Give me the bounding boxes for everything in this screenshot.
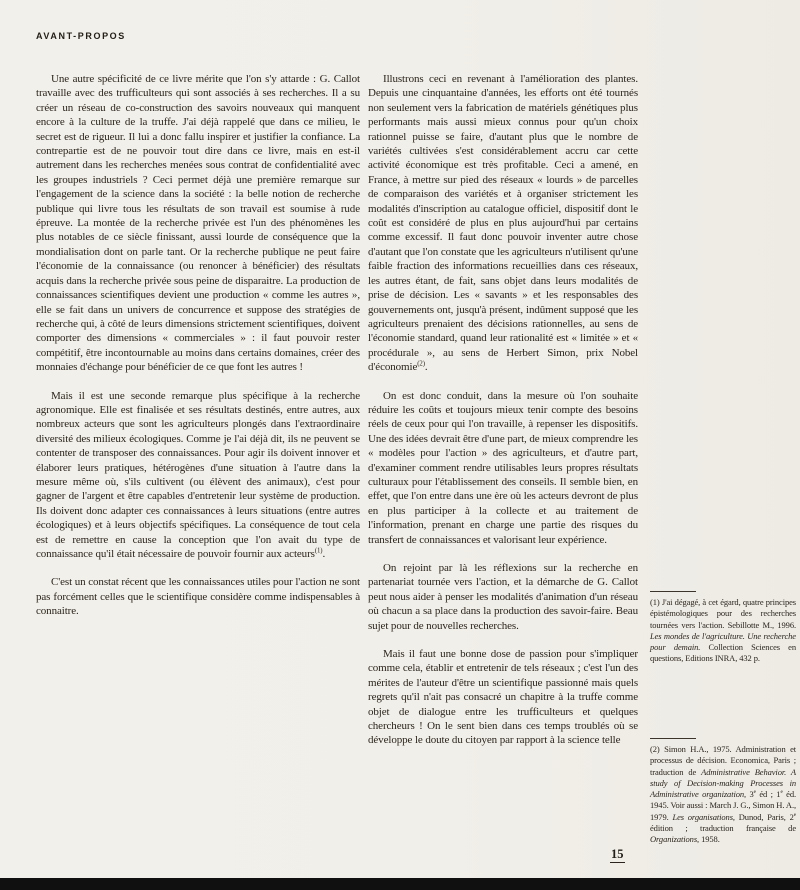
left-text-column xyxy=(36,72,360,633)
text-segment: C'est un constat récent que les connaissances utiles pour l'action ne sont pas forcément celles que le scientifique considère comme indispensables à connaitre. xyxy=(36,576,360,618)
text-segment: On est donc conduit, dans la mesure où l'on souhaite réduire les coûts et toujours mieux tenir compte des besoins réels de ceux pour qui l'on travaille, à repenser les dispositifs. Une des idées devrait être d'une part, de mieux comprendre les « modèles pour l'action » des agriculteurs, et d'autre part, d'examiner comment rendre utilisables leurs propres résultats culturaux pour l'établissement des conseils. Il semble bien, en effet, que l'on entre dans une ère où les acteurs devront de plus en plus participer à la collecte et au traitement de l'information, prenant en charge une partie des risques du transfert de connaissances et valorisant leur expérience. xyxy=(368,389,638,546)
text-segment: , 3 xyxy=(744,789,754,800)
text-segment: Organizations xyxy=(650,834,698,845)
text-segment: Mais il est une seconde remarque plus spécifique à la recherche agronomique. Elle est finalisée et ses résultats destinés, entre autres, aux nombreux acteurs que sont les agriculteurs plongés dans l'extraordinaire diversité des milieux écologiques. Comme je l'ai déjà dit, ils ne peuvent se contenter de transposer des connaissances. Pour agir ils doivent innover et élaborer leurs pratiques, hétérogènes d'une situation à l'autre dans la mesure même où, s'ils cultivent (ou élèvent des animaux), c'est pour gagner de l'argent et être capables d'entretenir leur système de production. Ils doivent donc adapter ces connaissances à leurs situations (entre autres écologiques) et à leurs objectifs spécifiques. La conséquence de tout cela est de remettre en cause la conception que l'on avait du type de connaissance qu'il était nécessaire de pouvoir fournir aux acteurs xyxy=(36,389,360,560)
text-segment: (2) Simon H.A., 1975. Administration et processus de décision. Economica, Paris ; traduction de xyxy=(650,744,796,777)
footnote-2 xyxy=(650,738,796,846)
footnote-1 xyxy=(650,591,796,665)
paragraph xyxy=(368,72,638,375)
text-segment: , 1958. xyxy=(697,834,720,845)
footnote-marker: e xyxy=(780,789,783,796)
text-segment: On rejoint par là les réflexions sur la recherche en partenariat tournée vers l'action, et la démarche de G. Callot peut nous aider à penser les modalités d'animation d'un réseau où chacun a sa place dans la production des savoir-faire. Beau sujet pour de nouvelles recherches. xyxy=(368,562,638,632)
text-segment: . xyxy=(424,361,428,374)
footnote-marker: e xyxy=(793,811,796,818)
text-segment: , Dunod, Paris, 2 xyxy=(732,811,794,822)
text-segment: édition ; traduction française de xyxy=(650,823,796,834)
text-segment: Illustrons ceci en revenant à l'amélioration des plantes. Depuis une cinquantaine d'années, les efforts ont été tournés non seulement vers la fabrication de matériels génétiques plus performants mais aussi mieux connus pour qu'un choix rationnel puisse se faire, d'autant plus que le nombre de variétés cultivées s'est considérablement accru car cette activité économique est très profitable. Ceci a amené, en France, à mettre sur pied des réseaux « lourds » de parcelles de comparaison des variétés et à organiser strictement les modalités d'inscription au catalogue officiel, dispositif dont le coût est considéré de plus en plus aujourd'hui par certains comme excessif. Il faut donc pouvoir inventer autre chose d'autant que l'on constate que les agriculteurs n'utilisent qu'une faible fraction des informations recueillies dans ces réseaux, les autres étant, de fait, sans objet dans leurs modalités de prise de décision. Les « savants » et les responsables des gouvernements ont, jusqu'à présent, indûment supposé que les agriculteurs prenaient des décisions rationnelles, au sens de l'économie standard, quand leur rationalité est « limitée » et « procédurale », au sens de Herbert Simon, prix Nobel d'économie xyxy=(368,73,638,374)
paragraph xyxy=(36,575,360,618)
text-segment: Les mondes de l'agriculture. Une recherche pour demain. xyxy=(650,630,796,653)
paragraph xyxy=(368,561,638,633)
text-segment: éd ; 1 xyxy=(755,789,781,800)
page-number: 15 xyxy=(611,847,624,861)
text-segment: Une autre spécificité de ce livre mérite que l'on s'y attarde : G. Callot travaille avec des trufficulteurs qui sont associés à ses recherches. Il a su créer un réseau de co-construction des savoirs nouveaux qui manquent encore à la culture de la truffe. J'ai déjà rappelé que dans ce milieu, le secret est de rigueur. Il lui a donc fallu inspirer et justifier la confiance. La contrepartie est de ne pouvoir tout dire dans ce livre, mais en est-il autrement dans les recherches menées sous contrat de confidentialité avec les groupes industriels ? Ceci permet déjà une première remarque sur l'engagement de la science dans la société : la belle notion de recherche publique qui livre tous les résultats de son travail est soumise à rude épreuve. La montée de la recherche privée est l'un des phénomènes les plus notables de ce siècle finissant, aussi lourde de conséquence que la mondialisation dont on parle tant. Or la recherche publique ne peut faire l'économie de la connaissance (ou renoncer à bénéficier) des résultats acquis dans la recherche privée sous peine de disparaitre. La production de connaissances scientifiques devient une production « comme les autres », elle se fait dans un univers de concurrence et suppose des stratégies de recherche qui, à côté de leurs dimensions strictement scientifiques, doivent comporter des dimensions « commerciales » : il faut pouvoir rester compétitif, être incontournable au moins dans certains domaines, créer des monnaies d'échange pour bénéficier de ce que font les autres ! xyxy=(36,73,360,374)
text-segment: Les organisations xyxy=(672,811,733,822)
text-segment: Mais il faut une bonne dose de passion pour s'impliquer comme cela, établir et entretenir de tels réseaux ; c'est l'un des mérites de l'auteur d'être un scientifique passionné mais quels regrets qu'il n'ait pas consacré un chapitre à la truffe comme objet de dialogue entre les trufficulteurs et quelques chercheurs ! On le sent bien dans ces temps troublés où se développe le doute du citoyen par rapport à la science telle xyxy=(368,648,638,747)
paragraph xyxy=(36,72,360,375)
footnote-marker: e xyxy=(753,789,756,796)
text-segment: Administrative Behavior. A study of Decision-making Processes in Administrative organization xyxy=(650,766,796,800)
text-segment: . xyxy=(322,548,326,560)
page-bottom-scan-bar xyxy=(0,878,800,890)
paragraph xyxy=(368,647,638,748)
text-segment: (1) J'ai dégagé, à cet égard, quatre principes épistémologiques pour des recherches tournées vers l'action. Sebillotte M., 1996. xyxy=(650,597,796,630)
running-header: AVANT-PROPOS xyxy=(36,31,126,41)
text-segment: éd. 1945. Voir aussi : March J. G., Simon H. A., 1979. xyxy=(650,789,797,822)
right-text-column xyxy=(368,72,638,762)
footnote-marker: (2) xyxy=(417,360,425,368)
paragraph xyxy=(36,389,360,562)
paragraph xyxy=(368,389,638,547)
text-segment: Collection Sciences en questions, Editions INRA, 432 p. xyxy=(650,642,797,664)
footnote-marker: (1) xyxy=(314,547,323,555)
